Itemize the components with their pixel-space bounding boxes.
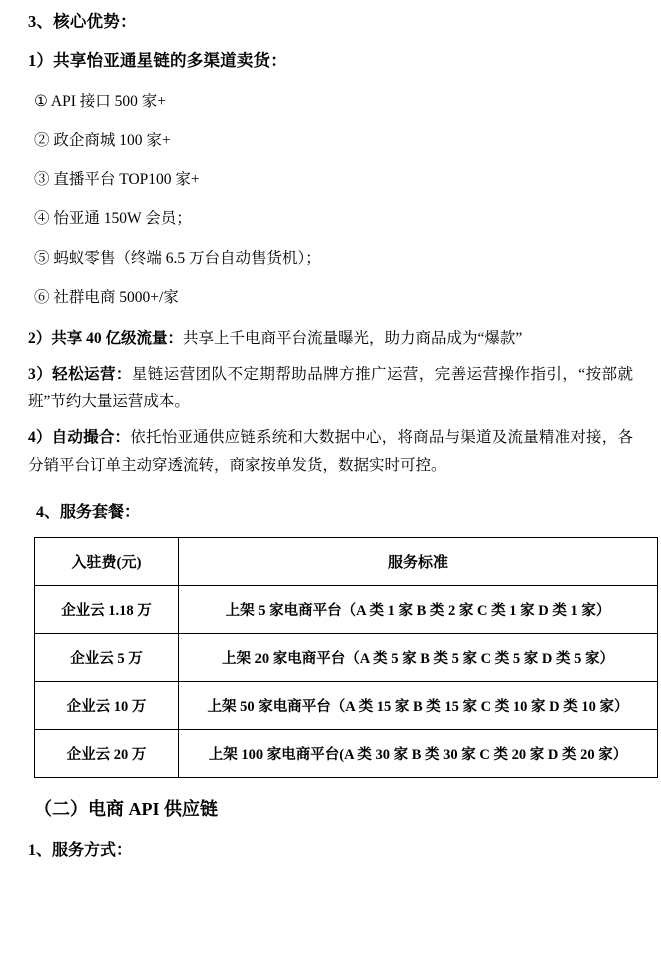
paragraph-traffic-sharing: [28, 325, 633, 352]
paragraph-auto-matching: [28, 424, 633, 478]
table-row: [35, 681, 658, 729]
list-item: ⑥ 社群电商 5000+/家: [34, 288, 179, 306]
cell-fee: 企业云 5 万: [35, 633, 179, 681]
list-item: ② 政企商城 100 家+: [34, 131, 171, 149]
cell-fee: 企业云 20 万: [35, 729, 179, 777]
api-supply-chain-heading: （二）电商 API 供应链: [34, 798, 218, 819]
paragraph-lead: 2）共享 40 亿级流量：: [28, 330, 184, 347]
table-row: [35, 585, 658, 633]
column-header-standard: 服务标准: [179, 537, 658, 585]
paragraph-text: 共享上千电商平台流量曝光，助力商品成为“爆款”: [183, 330, 523, 347]
core-advantages-heading: 3、核心优势：: [28, 12, 137, 31]
list-item: ④ 怡亚通 150W 会员；: [34, 210, 192, 228]
paragraph-text: 星链运营团队不定期帮助品牌方推广运营，完善运营操作指引，“按部就班”节约大量运营成本。: [28, 366, 633, 411]
cell-fee: 企业云 10 万: [35, 681, 179, 729]
paragraph-lead: 3）轻松运营：: [28, 366, 132, 384]
list-item: ③ 直播平台 TOP100 家+: [34, 171, 200, 188]
cell-standard: 上架 100 家电商平台(A 类 30 家 B 类 30 家 C 类 20 家 D 类 20 家）: [179, 729, 658, 777]
table-row: [35, 633, 658, 681]
cell-fee: 企业云 1.18 万: [35, 585, 179, 633]
cell-standard: 上架 5 家电商平台（A 类 1 家 B 类 2 家 C 类 1 家 D 类 1 家）: [179, 585, 658, 633]
table-header-row: [35, 537, 658, 585]
paragraph-lead: 4）自动撮合：: [28, 429, 131, 447]
paragraph-text: 依托怡亚通供应链系统和大数据中心，将商品与渠道及流量精准对接，各分销平台订单主动穿透流转，商家按单发货，数据实时可控。: [28, 429, 633, 474]
list-item: ① API 接口 500 家+: [34, 92, 167, 110]
service-package-table: [34, 537, 658, 778]
service-package-heading: 4、服务套餐：: [36, 503, 141, 521]
column-header-fee: 入驻费(元): [35, 537, 179, 585]
table-row: [35, 729, 658, 777]
paragraph-easy-operation: [28, 361, 633, 415]
cell-standard: 上架 50 家电商平台（A 类 15 家 B 类 15 家 C 类 10 家 D 类 10 家）: [179, 681, 658, 729]
multichannel-sales-heading: 1）共享怡亚通星链的多渠道卖货：: [28, 50, 287, 70]
service-method-heading: 1、服务方式：: [28, 841, 133, 859]
cell-standard: 上架 20 家电商平台（A 类 5 家 B 类 5 家 C 类 5 家 D 类 5 家）: [179, 633, 658, 681]
list-item: ⑤ 蚂蚁零售（终端 6.5 万台自动售货机）；: [34, 249, 321, 267]
